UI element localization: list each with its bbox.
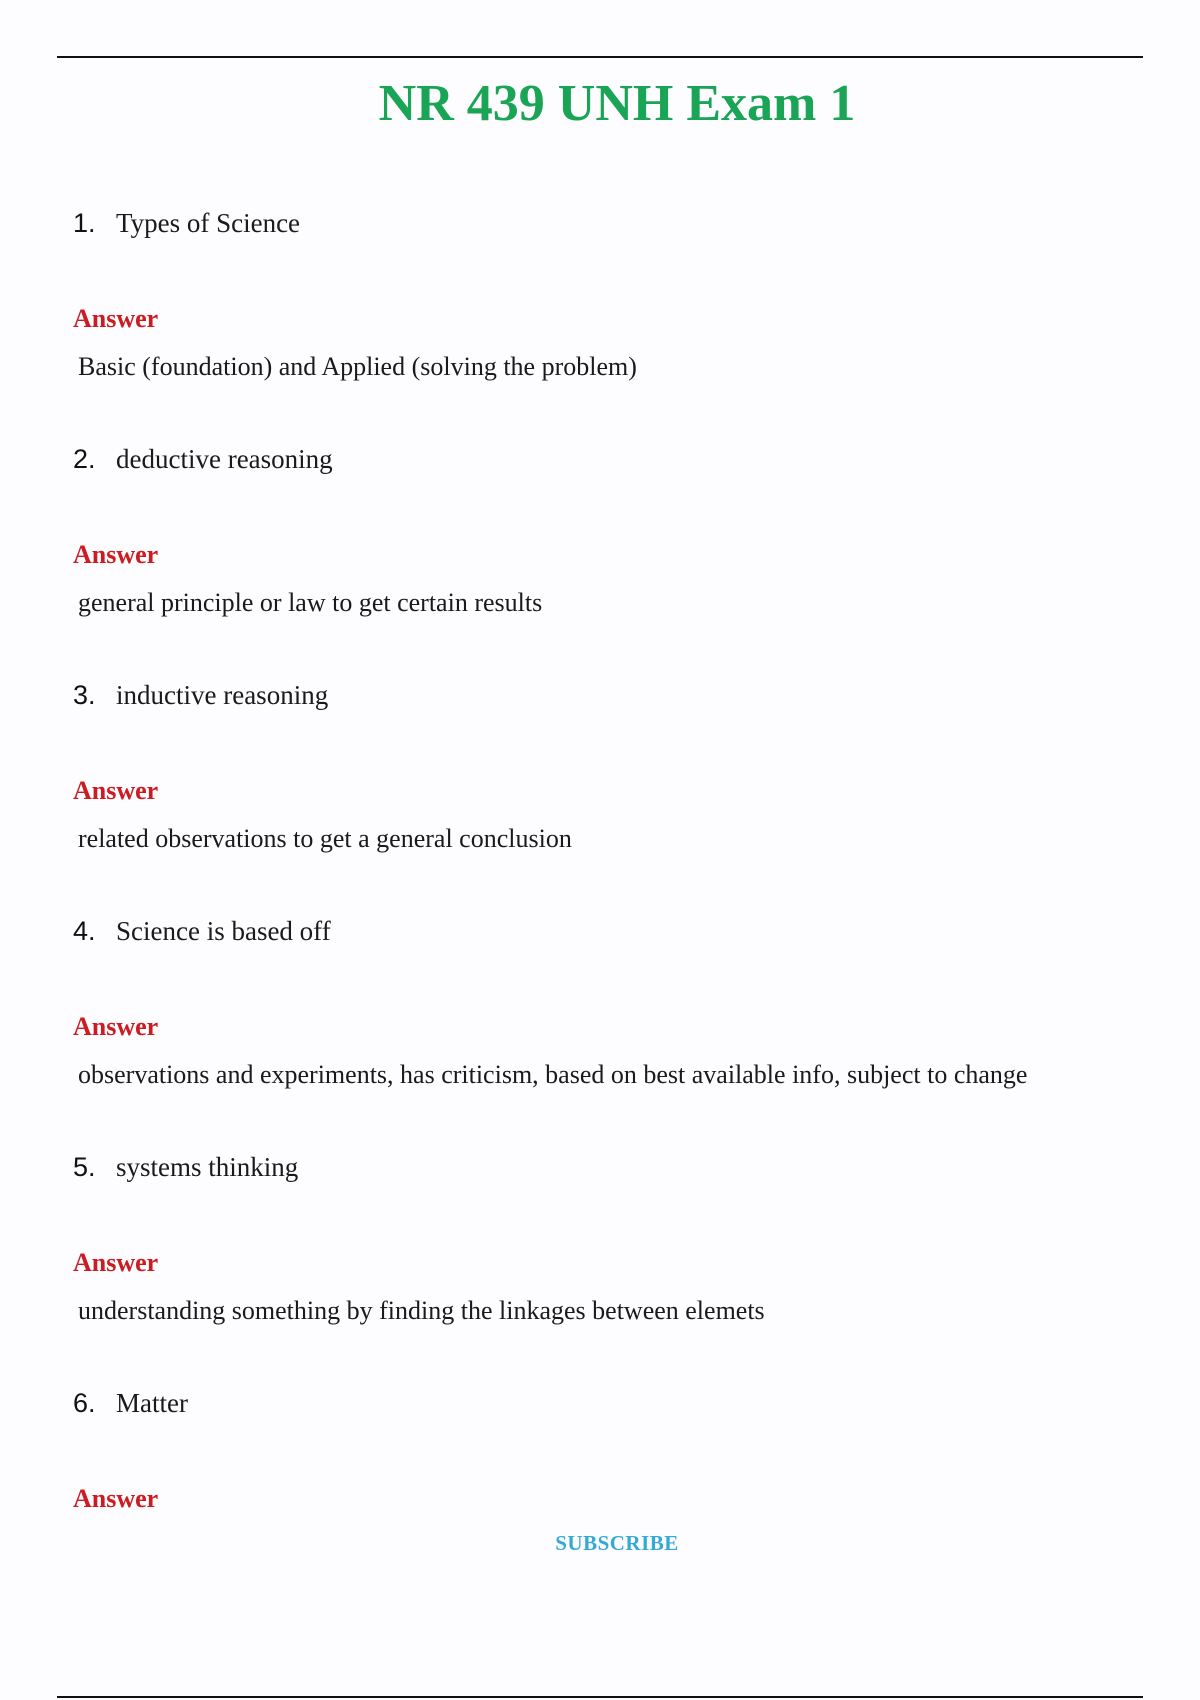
answer-label: Answer bbox=[73, 304, 159, 333]
question-text: deductive reasoning bbox=[116, 444, 333, 474]
question-number: 1. bbox=[73, 208, 96, 238]
bottom-rule bbox=[57, 1696, 1143, 1698]
question-number: 3. bbox=[73, 680, 96, 710]
document-title: NR 439 UNH Exam 1 bbox=[378, 75, 856, 132]
question-number: 5. bbox=[73, 1152, 96, 1182]
answer-text: observations and experiments, has criticism, based on best available info, subject to change bbox=[78, 1060, 1028, 1089]
answer-text: general principle or law to get certain results bbox=[78, 588, 543, 617]
question-row bbox=[73, 680, 328, 720]
qa-item-3 bbox=[0, 680, 1200, 916]
answer-label: Answer bbox=[73, 1484, 159, 1513]
question-row bbox=[73, 444, 333, 484]
answer-label: Answer bbox=[73, 1248, 159, 1277]
question-row bbox=[73, 1388, 188, 1428]
qa-item-6 bbox=[0, 1388, 1200, 1624]
qa-item-5 bbox=[0, 1152, 1200, 1388]
answer-label: Answer bbox=[73, 1012, 159, 1041]
answer-label: Answer bbox=[73, 540, 159, 569]
question-text: systems thinking bbox=[116, 1152, 299, 1182]
question-text: Science is based off bbox=[116, 916, 331, 946]
question-number: 2. bbox=[73, 444, 96, 474]
answer-text: understanding something by finding the linkages between elemets bbox=[78, 1296, 765, 1325]
qa-item-2 bbox=[0, 444, 1200, 680]
question-text: inductive reasoning bbox=[116, 680, 329, 710]
question-text: Types of Science bbox=[116, 208, 301, 238]
question-row bbox=[73, 1152, 298, 1192]
qa-item-4 bbox=[0, 916, 1200, 1152]
question-row bbox=[73, 208, 300, 248]
qa-item-1 bbox=[0, 208, 1200, 444]
subscribe-link[interactable]: SUBSCRIBE bbox=[555, 1531, 679, 1555]
question-number: 4. bbox=[73, 916, 96, 946]
top-rule bbox=[57, 56, 1143, 58]
question-row bbox=[73, 916, 331, 956]
answer-label: Answer bbox=[73, 776, 159, 805]
answer-text: related observations to get a general conclusion bbox=[78, 824, 572, 853]
question-number: 6. bbox=[73, 1388, 96, 1418]
question-text: Matter bbox=[116, 1388, 188, 1418]
answer-text: Basic (foundation) and Applied (solving the problem) bbox=[78, 352, 637, 381]
